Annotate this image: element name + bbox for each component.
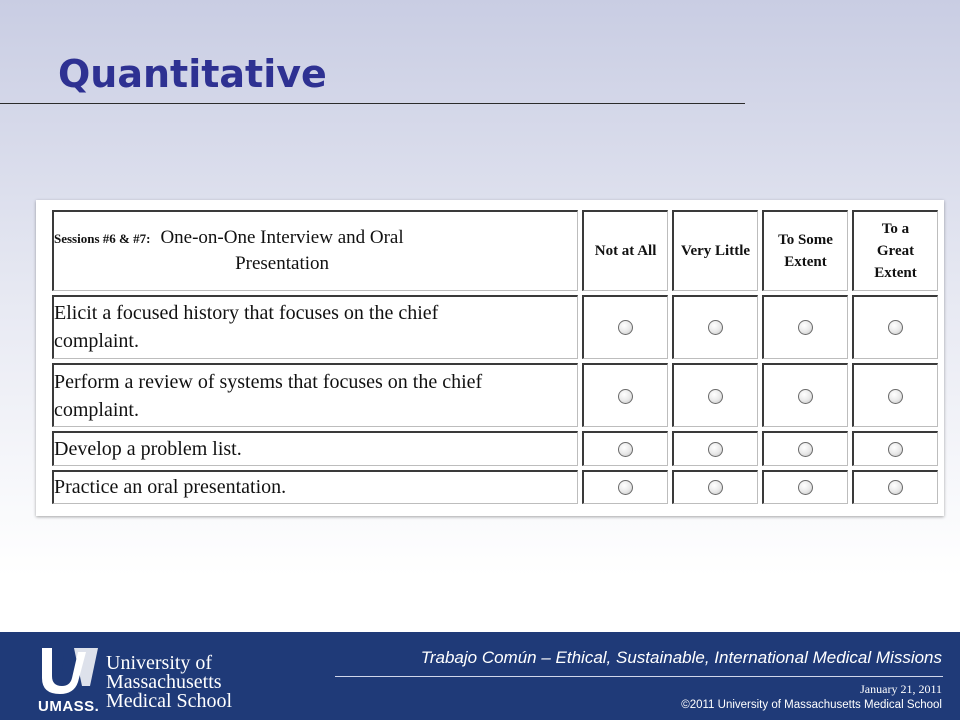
survey-table xyxy=(48,206,942,508)
column-header-label: Great xyxy=(876,242,915,259)
umass-logo-icon xyxy=(38,642,102,696)
column-header-label: Not at All xyxy=(594,242,657,259)
column-header-to-some-extent xyxy=(762,210,848,291)
radio-to-some-extent[interactable] xyxy=(798,320,813,335)
footer-divider xyxy=(335,676,943,677)
radio-to-some-extent[interactable] xyxy=(798,442,813,457)
survey-row xyxy=(52,431,938,465)
rating-cell xyxy=(582,363,668,427)
footer-tagline: Trabajo Común – Ethical, Sustainable, International Medical Missions xyxy=(420,648,942,667)
rating-cell xyxy=(582,295,668,359)
title-underline xyxy=(0,103,745,104)
topic-line-2: Presentation xyxy=(235,252,330,274)
rating-cell xyxy=(762,363,848,427)
rating-cell xyxy=(852,295,938,359)
column-header-to-a-great-extent xyxy=(852,210,938,291)
survey-header-row xyxy=(52,210,938,291)
slide-title: Quantitative xyxy=(58,52,327,96)
sessions-label: Sessions #6 & #7: xyxy=(54,230,151,246)
survey-header-cell xyxy=(52,210,578,291)
rating-cell xyxy=(672,470,758,504)
university-name xyxy=(106,654,232,711)
radio-very-little[interactable] xyxy=(708,480,723,495)
rating-cell xyxy=(672,363,758,427)
radio-to-a-great-extent[interactable] xyxy=(888,389,903,404)
university-name-line: Medical School xyxy=(106,690,233,712)
topic-line-1: One-on-One Interview and Oral xyxy=(160,226,404,248)
rating-cell xyxy=(582,431,668,465)
survey-screenshot xyxy=(36,200,944,516)
row-question-line: Perform a review of systems that focuses on the chief xyxy=(54,370,483,393)
row-question xyxy=(52,470,578,504)
column-header-label: Very Little xyxy=(681,242,751,259)
rating-cell xyxy=(762,431,848,465)
rating-cell xyxy=(582,470,668,504)
column-header-label: Extent xyxy=(874,264,917,281)
university-name-line: Massachusetts xyxy=(106,671,222,693)
column-header-very-little xyxy=(672,210,758,291)
survey-row xyxy=(52,363,938,427)
radio-to-some-extent[interactable] xyxy=(798,389,813,404)
university-name-line: University of xyxy=(106,652,213,674)
rating-cell xyxy=(672,431,758,465)
rating-cell xyxy=(762,295,848,359)
footer-copyright: ©2011 University of Massachusetts Medical School xyxy=(681,699,942,711)
footer-date: January 21, 2011 xyxy=(860,682,942,696)
radio-to-a-great-extent[interactable] xyxy=(888,480,903,495)
rating-cell xyxy=(762,470,848,504)
row-question xyxy=(52,431,578,465)
rating-cell xyxy=(852,431,938,465)
radio-to-some-extent[interactable] xyxy=(798,480,813,495)
row-question-line: complaint. xyxy=(54,398,139,421)
slide-footer xyxy=(0,632,960,720)
survey-row xyxy=(52,470,938,504)
column-header-label: To a xyxy=(881,220,910,237)
row-question-line: Elicit a focused history that focuses on the chief xyxy=(54,302,439,325)
radio-to-a-great-extent[interactable] xyxy=(888,442,903,457)
radio-not-at-all[interactable] xyxy=(618,389,633,404)
row-question-line: Develop a problem list. xyxy=(54,438,242,461)
row-question xyxy=(52,295,578,359)
row-question-line: complaint. xyxy=(54,330,139,353)
column-header-label: To Some xyxy=(778,231,833,248)
rating-cell xyxy=(852,470,938,504)
column-header-label: Extent xyxy=(784,253,827,270)
radio-not-at-all[interactable] xyxy=(618,480,633,495)
rating-cell xyxy=(672,295,758,359)
radio-not-at-all[interactable] xyxy=(618,442,633,457)
rating-cell xyxy=(852,363,938,427)
radio-very-little[interactable] xyxy=(708,389,723,404)
row-question xyxy=(52,363,578,427)
row-question-line: Practice an oral presentation. xyxy=(54,476,287,499)
radio-not-at-all[interactable] xyxy=(618,320,633,335)
radio-very-little[interactable] xyxy=(708,442,723,457)
radio-very-little[interactable] xyxy=(708,320,723,335)
umass-wordmark: UMASS. xyxy=(38,698,100,715)
column-header-not-at-all xyxy=(582,210,668,291)
survey-row xyxy=(52,295,938,359)
radio-to-a-great-extent[interactable] xyxy=(888,320,903,335)
